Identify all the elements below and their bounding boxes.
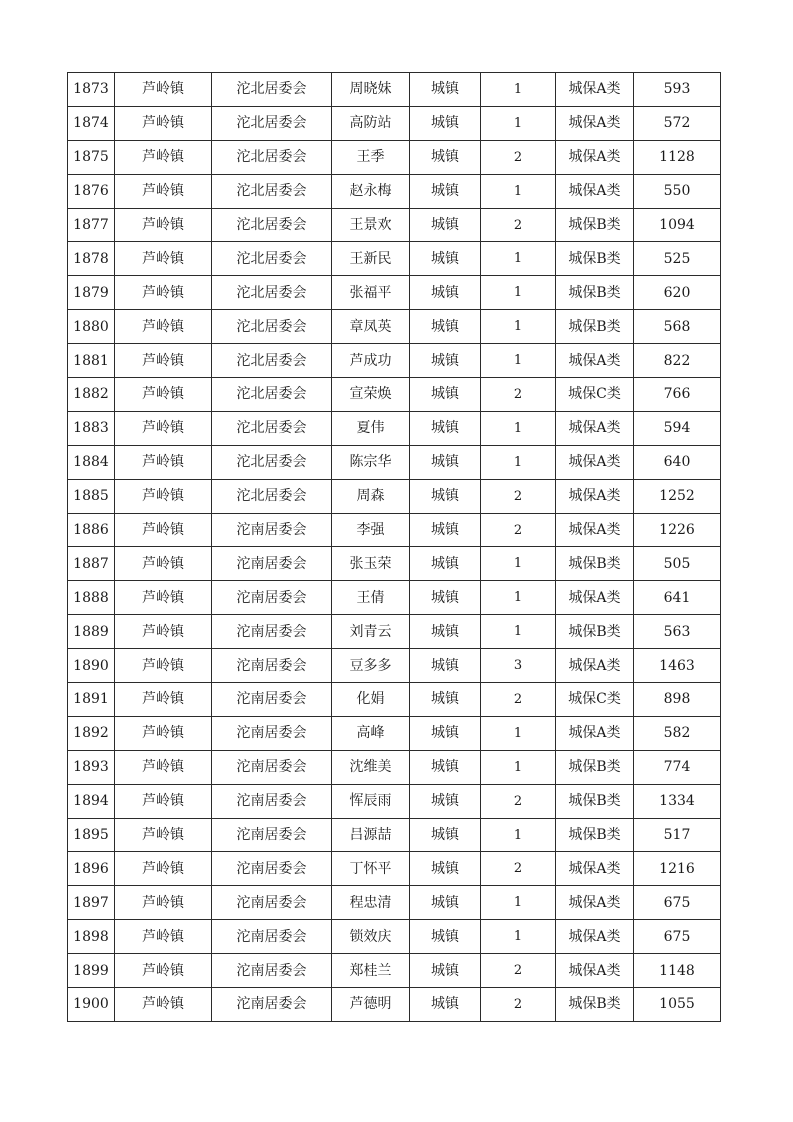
- cell-household-count: 2: [481, 954, 556, 988]
- cell-committee: 沱南居委会: [212, 750, 332, 784]
- table-row: [68, 208, 721, 242]
- cell-committee: 沱南居委会: [212, 716, 332, 750]
- cell-record-id: 1900: [68, 988, 115, 1022]
- cell-amount: 1226: [634, 513, 721, 547]
- cell-amount: 675: [634, 920, 721, 954]
- table-row: [68, 716, 721, 750]
- cell-person-name: 沈维美: [332, 750, 410, 784]
- cell-town: 芦岭镇: [115, 479, 212, 513]
- cell-person-name: 化娟: [332, 683, 410, 717]
- cell-person-name: 程忠清: [332, 886, 410, 920]
- roster-table: [67, 72, 721, 1022]
- cell-household-count: 2: [481, 683, 556, 717]
- cell-person-name: 陈宗华: [332, 445, 410, 479]
- cell-category: 城保A类: [556, 411, 634, 445]
- cell-household-count: 1: [481, 445, 556, 479]
- cell-amount: 593: [634, 73, 721, 107]
- cell-town: 芦岭镇: [115, 547, 212, 581]
- cell-record-id: 1885: [68, 479, 115, 513]
- cell-household-count: 1: [481, 750, 556, 784]
- table-row: [68, 73, 721, 107]
- cell-category: 城保A类: [556, 513, 634, 547]
- cell-amount: 1128: [634, 140, 721, 174]
- cell-record-id: 1899: [68, 954, 115, 988]
- cell-town: 芦岭镇: [115, 242, 212, 276]
- table-row: [68, 750, 721, 784]
- cell-town: 芦岭镇: [115, 920, 212, 954]
- cell-category: 城保A类: [556, 716, 634, 750]
- cell-committee: 沱南居委会: [212, 615, 332, 649]
- cell-household-count: 2: [481, 378, 556, 412]
- cell-area-type: 城镇: [410, 683, 481, 717]
- table-row: [68, 411, 721, 445]
- cell-amount: 572: [634, 106, 721, 140]
- cell-committee: 沱南居委会: [212, 683, 332, 717]
- cell-town: 芦岭镇: [115, 615, 212, 649]
- cell-person-name: 芦成功: [332, 344, 410, 378]
- cell-person-name: 锁效庆: [332, 920, 410, 954]
- cell-committee: 沱北居委会: [212, 310, 332, 344]
- cell-amount: 1148: [634, 954, 721, 988]
- cell-area-type: 城镇: [410, 954, 481, 988]
- cell-record-id: 1878: [68, 242, 115, 276]
- cell-household-count: 1: [481, 920, 556, 954]
- cell-record-id: 1890: [68, 649, 115, 683]
- cell-person-name: 豆多多: [332, 649, 410, 683]
- cell-town: 芦岭镇: [115, 445, 212, 479]
- cell-committee: 沱北居委会: [212, 208, 332, 242]
- table-row: [68, 479, 721, 513]
- cell-category: 城保C类: [556, 683, 634, 717]
- cell-town: 芦岭镇: [115, 411, 212, 445]
- cell-category: 城保B类: [556, 784, 634, 818]
- cell-category: 城保A类: [556, 479, 634, 513]
- cell-category: 城保A类: [556, 106, 634, 140]
- cell-area-type: 城镇: [410, 174, 481, 208]
- cell-person-name: 李强: [332, 513, 410, 547]
- table-row: [68, 649, 721, 683]
- cell-record-id: 1881: [68, 344, 115, 378]
- cell-household-count: 1: [481, 818, 556, 852]
- cell-committee: 沱北居委会: [212, 411, 332, 445]
- cell-committee: 沱南居委会: [212, 547, 332, 581]
- cell-amount: 594: [634, 411, 721, 445]
- cell-person-name: 恽辰雨: [332, 784, 410, 818]
- cell-area-type: 城镇: [410, 547, 481, 581]
- cell-category: 城保B类: [556, 310, 634, 344]
- cell-amount: 1334: [634, 784, 721, 818]
- cell-area-type: 城镇: [410, 310, 481, 344]
- cell-record-id: 1896: [68, 852, 115, 886]
- cell-amount: 517: [634, 818, 721, 852]
- cell-committee: 沱北居委会: [212, 378, 332, 412]
- cell-household-count: 1: [481, 411, 556, 445]
- cell-amount: 1463: [634, 649, 721, 683]
- cell-town: 芦岭镇: [115, 852, 212, 886]
- cell-area-type: 城镇: [410, 988, 481, 1022]
- cell-town: 芦岭镇: [115, 140, 212, 174]
- cell-area-type: 城镇: [410, 615, 481, 649]
- cell-household-count: 3: [481, 649, 556, 683]
- cell-household-count: 2: [481, 988, 556, 1022]
- cell-area-type: 城镇: [410, 73, 481, 107]
- cell-category: 城保A类: [556, 140, 634, 174]
- cell-committee: 沱南居委会: [212, 954, 332, 988]
- table-row: [68, 310, 721, 344]
- cell-record-id: 1873: [68, 73, 115, 107]
- cell-amount: 525: [634, 242, 721, 276]
- cell-town: 芦岭镇: [115, 310, 212, 344]
- cell-record-id: 1877: [68, 208, 115, 242]
- cell-area-type: 城镇: [410, 140, 481, 174]
- cell-area-type: 城镇: [410, 649, 481, 683]
- cell-household-count: 2: [481, 513, 556, 547]
- cell-household-count: 1: [481, 310, 556, 344]
- cell-committee: 沱南居委会: [212, 513, 332, 547]
- cell-town: 芦岭镇: [115, 818, 212, 852]
- cell-person-name: 张福平: [332, 276, 410, 310]
- cell-town: 芦岭镇: [115, 750, 212, 784]
- cell-committee: 沱北居委会: [212, 242, 332, 276]
- cell-household-count: 1: [481, 716, 556, 750]
- cell-record-id: 1875: [68, 140, 115, 174]
- cell-category: 城保A类: [556, 852, 634, 886]
- cell-category: 城保C类: [556, 378, 634, 412]
- cell-person-name: 吕源喆: [332, 818, 410, 852]
- cell-person-name: 郑桂兰: [332, 954, 410, 988]
- cell-town: 芦岭镇: [115, 784, 212, 818]
- roster-table-body: [68, 73, 721, 1022]
- cell-town: 芦岭镇: [115, 174, 212, 208]
- cell-committee: 沱北居委会: [212, 73, 332, 107]
- cell-town: 芦岭镇: [115, 988, 212, 1022]
- table-row: [68, 852, 721, 886]
- cell-town: 芦岭镇: [115, 513, 212, 547]
- cell-committee: 沱南居委会: [212, 886, 332, 920]
- cell-record-id: 1887: [68, 547, 115, 581]
- cell-amount: 563: [634, 615, 721, 649]
- cell-area-type: 城镇: [410, 276, 481, 310]
- cell-amount: 568: [634, 310, 721, 344]
- cell-category: 城保A类: [556, 174, 634, 208]
- cell-category: 城保A类: [556, 649, 634, 683]
- cell-person-name: 王景欢: [332, 208, 410, 242]
- cell-category: 城保B类: [556, 988, 634, 1022]
- cell-household-count: 2: [481, 784, 556, 818]
- table-row: [68, 581, 721, 615]
- cell-area-type: 城镇: [410, 750, 481, 784]
- table-row: [68, 242, 721, 276]
- cell-area-type: 城镇: [410, 581, 481, 615]
- cell-town: 芦岭镇: [115, 106, 212, 140]
- cell-town: 芦岭镇: [115, 581, 212, 615]
- cell-household-count: 2: [481, 479, 556, 513]
- cell-area-type: 城镇: [410, 886, 481, 920]
- cell-committee: 沱北居委会: [212, 276, 332, 310]
- table-row: [68, 276, 721, 310]
- cell-person-name: 高峰: [332, 716, 410, 750]
- cell-area-type: 城镇: [410, 344, 481, 378]
- cell-household-count: 1: [481, 276, 556, 310]
- cell-household-count: 1: [481, 242, 556, 276]
- table-row: [68, 174, 721, 208]
- cell-household-count: 1: [481, 581, 556, 615]
- cell-household-count: 1: [481, 615, 556, 649]
- cell-category: 城保A类: [556, 920, 634, 954]
- cell-category: 城保A类: [556, 445, 634, 479]
- cell-household-count: 1: [481, 344, 556, 378]
- cell-amount: 640: [634, 445, 721, 479]
- cell-committee: 沱南居委会: [212, 920, 332, 954]
- cell-record-id: 1894: [68, 784, 115, 818]
- cell-area-type: 城镇: [410, 920, 481, 954]
- cell-person-name: 章凤英: [332, 310, 410, 344]
- table-row: [68, 920, 721, 954]
- cell-household-count: 1: [481, 547, 556, 581]
- cell-town: 芦岭镇: [115, 716, 212, 750]
- cell-record-id: 1897: [68, 886, 115, 920]
- cell-amount: 641: [634, 581, 721, 615]
- cell-person-name: 王新民: [332, 242, 410, 276]
- cell-amount: 822: [634, 344, 721, 378]
- cell-committee: 沱北居委会: [212, 344, 332, 378]
- cell-town: 芦岭镇: [115, 683, 212, 717]
- cell-record-id: 1884: [68, 445, 115, 479]
- cell-record-id: 1879: [68, 276, 115, 310]
- table-row: [68, 818, 721, 852]
- cell-town: 芦岭镇: [115, 954, 212, 988]
- cell-record-id: 1889: [68, 615, 115, 649]
- cell-category: 城保A类: [556, 886, 634, 920]
- cell-person-name: 夏伟: [332, 411, 410, 445]
- cell-household-count: 2: [481, 852, 556, 886]
- cell-category: 城保B类: [556, 547, 634, 581]
- cell-category: 城保B类: [556, 615, 634, 649]
- cell-category: 城保A类: [556, 344, 634, 378]
- cell-record-id: 1882: [68, 378, 115, 412]
- cell-amount: 582: [634, 716, 721, 750]
- table-row: [68, 886, 721, 920]
- cell-amount: 1216: [634, 852, 721, 886]
- cell-category: 城保B类: [556, 242, 634, 276]
- cell-town: 芦岭镇: [115, 886, 212, 920]
- cell-amount: 766: [634, 378, 721, 412]
- cell-record-id: 1893: [68, 750, 115, 784]
- cell-category: 城保B类: [556, 208, 634, 242]
- cell-household-count: 1: [481, 106, 556, 140]
- cell-committee: 沱北居委会: [212, 174, 332, 208]
- cell-person-name: 张玉荣: [332, 547, 410, 581]
- table-row: [68, 547, 721, 581]
- cell-amount: 620: [634, 276, 721, 310]
- cell-town: 芦岭镇: [115, 276, 212, 310]
- cell-area-type: 城镇: [410, 818, 481, 852]
- cell-committee: 沱北居委会: [212, 445, 332, 479]
- table-row: [68, 784, 721, 818]
- cell-committee: 沱南居委会: [212, 784, 332, 818]
- cell-household-count: 1: [481, 174, 556, 208]
- cell-person-name: 赵永梅: [332, 174, 410, 208]
- cell-committee: 沱南居委会: [212, 852, 332, 886]
- cell-person-name: 高防站: [332, 106, 410, 140]
- table-row: [68, 445, 721, 479]
- cell-area-type: 城镇: [410, 208, 481, 242]
- cell-area-type: 城镇: [410, 513, 481, 547]
- table-row: [68, 988, 721, 1022]
- cell-area-type: 城镇: [410, 106, 481, 140]
- cell-amount: 774: [634, 750, 721, 784]
- cell-category: 城保B类: [556, 818, 634, 852]
- table-row: [68, 106, 721, 140]
- cell-committee: 沱北居委会: [212, 140, 332, 174]
- cell-area-type: 城镇: [410, 852, 481, 886]
- cell-person-name: 丁怀平: [332, 852, 410, 886]
- cell-category: 城保B类: [556, 276, 634, 310]
- cell-area-type: 城镇: [410, 242, 481, 276]
- cell-area-type: 城镇: [410, 445, 481, 479]
- cell-household-count: 1: [481, 73, 556, 107]
- cell-household-count: 1: [481, 886, 556, 920]
- cell-committee: 沱北居委会: [212, 106, 332, 140]
- cell-town: 芦岭镇: [115, 378, 212, 412]
- table-row: [68, 513, 721, 547]
- cell-committee: 沱南居委会: [212, 649, 332, 683]
- table-row: [68, 954, 721, 988]
- cell-person-name: 周晓妹: [332, 73, 410, 107]
- cell-amount: 1094: [634, 208, 721, 242]
- cell-person-name: 芦德明: [332, 988, 410, 1022]
- cell-record-id: 1895: [68, 818, 115, 852]
- cell-amount: 1055: [634, 988, 721, 1022]
- table-row: [68, 378, 721, 412]
- cell-amount: 898: [634, 683, 721, 717]
- table-row: [68, 140, 721, 174]
- cell-record-id: 1880: [68, 310, 115, 344]
- cell-area-type: 城镇: [410, 378, 481, 412]
- cell-area-type: 城镇: [410, 411, 481, 445]
- table-row: [68, 683, 721, 717]
- cell-person-name: 刘青云: [332, 615, 410, 649]
- cell-household-count: 2: [481, 208, 556, 242]
- cell-category: 城保B类: [556, 750, 634, 784]
- cell-town: 芦岭镇: [115, 208, 212, 242]
- cell-person-name: 周森: [332, 479, 410, 513]
- cell-category: 城保A类: [556, 954, 634, 988]
- cell-town: 芦岭镇: [115, 73, 212, 107]
- cell-town: 芦岭镇: [115, 649, 212, 683]
- cell-record-id: 1874: [68, 106, 115, 140]
- cell-committee: 沱北居委会: [212, 479, 332, 513]
- cell-person-name: 王季: [332, 140, 410, 174]
- cell-record-id: 1888: [68, 581, 115, 615]
- cell-amount: 505: [634, 547, 721, 581]
- cell-record-id: 1886: [68, 513, 115, 547]
- cell-amount: 550: [634, 174, 721, 208]
- cell-amount: 675: [634, 886, 721, 920]
- cell-record-id: 1898: [68, 920, 115, 954]
- cell-committee: 沱南居委会: [212, 988, 332, 1022]
- cell-person-name: 王倩: [332, 581, 410, 615]
- cell-area-type: 城镇: [410, 479, 481, 513]
- cell-category: 城保A类: [556, 73, 634, 107]
- cell-amount: 1252: [634, 479, 721, 513]
- table-row: [68, 615, 721, 649]
- table-row: [68, 344, 721, 378]
- cell-committee: 沱南居委会: [212, 818, 332, 852]
- cell-record-id: 1883: [68, 411, 115, 445]
- cell-record-id: 1876: [68, 174, 115, 208]
- cell-committee: 沱南居委会: [212, 581, 332, 615]
- cell-area-type: 城镇: [410, 716, 481, 750]
- cell-person-name: 宣荣焕: [332, 378, 410, 412]
- cell-household-count: 2: [481, 140, 556, 174]
- cell-area-type: 城镇: [410, 784, 481, 818]
- cell-town: 芦岭镇: [115, 344, 212, 378]
- cell-record-id: 1892: [68, 716, 115, 750]
- cell-category: 城保A类: [556, 581, 634, 615]
- cell-record-id: 1891: [68, 683, 115, 717]
